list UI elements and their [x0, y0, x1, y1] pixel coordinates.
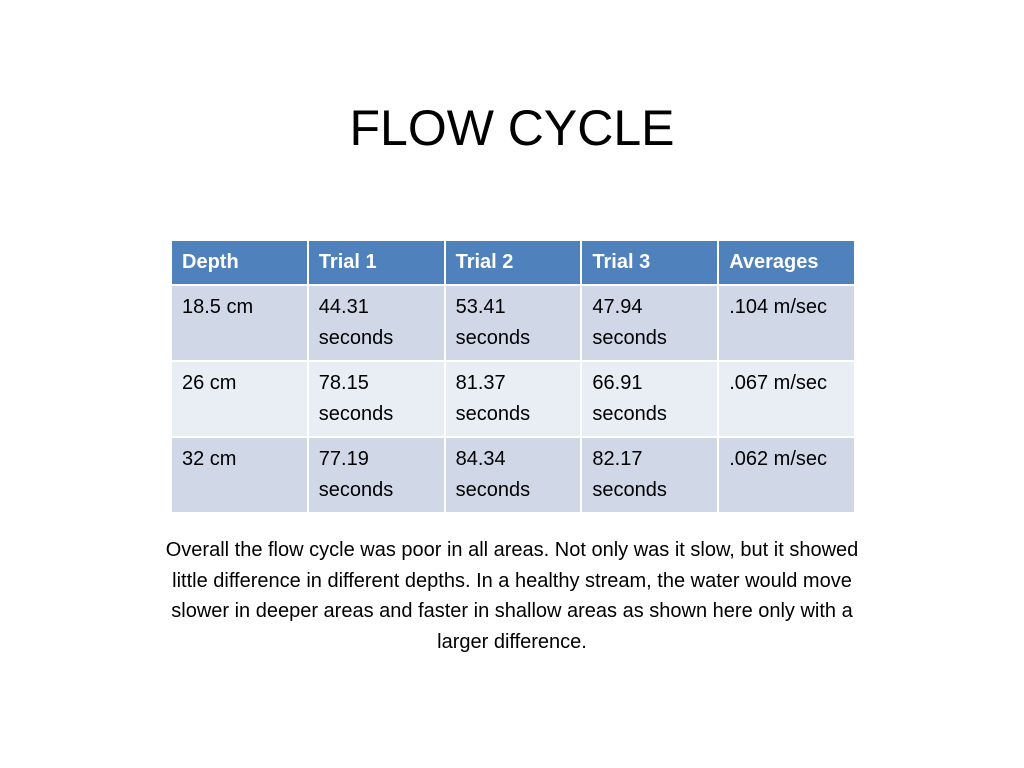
trial-1-cell — [308, 437, 445, 513]
trial-3-cell — [581, 437, 718, 513]
trial-3-cell — [581, 285, 718, 361]
trial-1-cell — [308, 285, 445, 361]
flow-cycle-table — [170, 239, 856, 514]
summary-caption: Overall the flow cycle was poor in all areas. Not only was it slow, but it showed little difference in different depths. In a healthy stream, the water would move slower in deeper areas and faster in shallow areas as shown here only with a larger difference. — [165, 539, 859, 653]
trial-1-cell — [308, 361, 445, 437]
trial-unit: seconds — [455, 327, 531, 349]
table-row — [171, 437, 855, 513]
trial-unit: seconds — [318, 403, 394, 425]
header-trial-1: Trial 1 — [308, 240, 445, 285]
slide-title: FLOW CYCLE — [349, 100, 675, 156]
trial-value: 53.41 — [455, 296, 506, 318]
trial-value: 82.17 — [592, 448, 643, 470]
trial-unit: seconds — [318, 479, 394, 501]
trial-value: 81.37 — [455, 372, 506, 394]
trial-value: 78.15 — [318, 372, 369, 394]
depth-cell: 26 cm — [171, 361, 308, 437]
trial-unit: seconds — [318, 327, 394, 349]
depth-cell: 18.5 cm — [171, 285, 308, 361]
trial-unit: seconds — [592, 327, 667, 349]
table-row — [171, 285, 855, 361]
header-averages: Averages — [718, 240, 855, 285]
trial-value: 44.31 — [318, 296, 369, 318]
header-trial-2: Trial 2 — [445, 240, 582, 285]
trial-value: 47.94 — [592, 296, 643, 318]
header-trial-3: Trial 3 — [581, 240, 718, 285]
average-cell: .104 m/sec — [718, 285, 855, 361]
trial-value: 84.34 — [455, 448, 506, 470]
table-row — [171, 361, 855, 437]
trial-2-cell — [445, 361, 582, 437]
trial-value: 77.19 — [318, 448, 369, 470]
depth-cell: 32 cm — [171, 437, 308, 513]
average-cell: .062 m/sec — [718, 437, 855, 513]
trial-unit: seconds — [455, 403, 531, 425]
trial-value: 66.91 — [592, 372, 643, 394]
header-depth: Depth — [171, 240, 308, 285]
trial-unit: seconds — [592, 479, 667, 501]
table-header-row — [171, 240, 855, 285]
average-cell: .067 m/sec — [718, 361, 855, 437]
trial-unit: seconds — [592, 403, 667, 425]
trial-2-cell — [445, 285, 582, 361]
trial-3-cell — [581, 361, 718, 437]
trial-2-cell — [445, 437, 582, 513]
trial-unit: seconds — [455, 479, 531, 501]
